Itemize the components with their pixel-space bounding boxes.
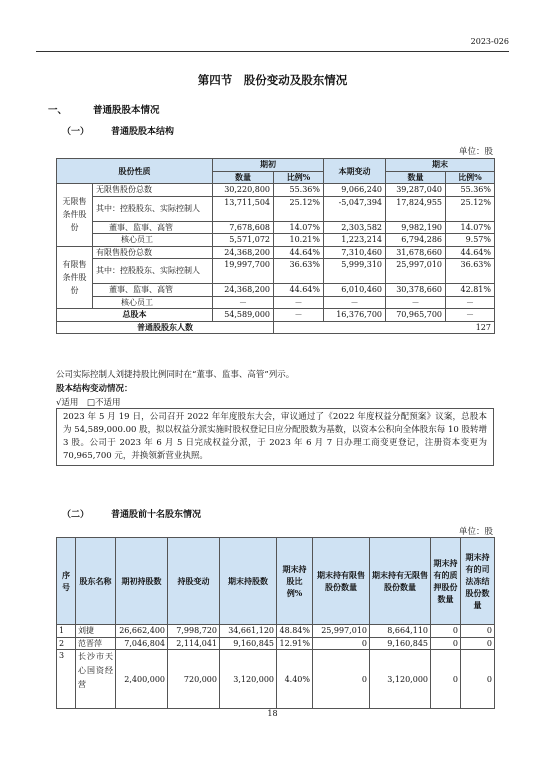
cell-end-pct: 55.36% (446, 184, 495, 197)
cell-begin-qty: 5,571,072 (213, 234, 274, 247)
cell-begin-pct: － (274, 309, 324, 322)
heading-number: （二） (62, 510, 90, 520)
cell-begin-qty: 13,711,504 (213, 196, 274, 221)
cell-pledged: 0 (431, 637, 461, 650)
cell-end-qty: 39,287,040 (386, 184, 446, 197)
cell-change: 2,303,582 (324, 221, 386, 234)
header-end: 期末 (386, 159, 495, 172)
header-begin: 期初 (213, 159, 324, 172)
category-unrestricted: 无限售条件股份 (57, 184, 93, 247)
header-name: 股东名称 (76, 538, 116, 625)
cell-end-qty: 31,678,660 (386, 246, 446, 259)
cell-end: 34,661,120 (220, 625, 277, 638)
cell-seq: 3 (57, 650, 76, 709)
header-change: 本期变动 (324, 159, 386, 184)
cell-frozen: 0 (461, 650, 495, 709)
cell-end-qty: 6,794,286 (386, 234, 446, 247)
cell-pledged: 0 (431, 650, 461, 709)
cell-end-qty: 17,824,955 (386, 196, 446, 221)
row-label: 无限售股份总数 (93, 184, 213, 197)
page-number: 18 (267, 709, 278, 718)
section-title: 第四节 股份变动及股东情况 (197, 73, 348, 87)
cell-end-qty: － (386, 296, 446, 309)
table-row (57, 184, 495, 197)
table-row (57, 296, 495, 309)
change-description: 2023 年 5 月 19 日，公司召开 2022 年年度股东大会，审议通过了《2022 年度权益分配预案》议案，总股本为 54,589,000.00 股，拟以权益分派实施时股权登记日应分配股数为基数，以资本公积向全体股东每 10 股转增 3 股。公司于 2023 年 6 月 5 日完成权益分派，于 2023 年 6 月 7 日办理工商变更登记，注册资本变更为 70,965,700 元，并换领新营业执照。 (56, 408, 494, 466)
cell-restricted: 0 (313, 650, 370, 709)
share-structure-table (56, 158, 495, 334)
total-label: 总股本 (57, 309, 213, 322)
cell-begin-qty: 54,589,000 (213, 309, 274, 322)
cell-frozen: 0 (461, 625, 495, 638)
header-rule (36, 51, 509, 52)
row-label: 其中：控股股东、实际控制人 (93, 259, 213, 284)
cell-holder-name: 长沙市天心国资经营 (76, 650, 116, 709)
unit-label: 单位：股 (458, 147, 493, 157)
row-label: 董事、监事、高管 (93, 221, 213, 234)
cell-end-pct: － (446, 309, 495, 322)
header-unrestricted: 期末持有无限售股份数量 (370, 538, 431, 625)
header-share-nature: 股份性质 (57, 159, 213, 184)
cell-seq: 1 (57, 625, 76, 638)
table-row (57, 625, 495, 638)
cell-seq: 2 (57, 637, 76, 650)
cell-end-pct: 14.07% (446, 221, 495, 234)
row-label: 其中：控股股东、实际控制人 (93, 196, 213, 221)
cell-ratio: 12.91% (277, 637, 313, 650)
table-row (57, 234, 495, 247)
header-begin: 期初持股数 (116, 538, 168, 625)
cell-begin-pct: 10.21% (274, 234, 324, 247)
heading-number: （一） (62, 127, 90, 137)
applicable-checkbox: √适用 □不适用 (56, 398, 121, 408)
cell-begin-qty: 30,220,800 (213, 184, 274, 197)
cell-begin: 7,046,804 (116, 637, 168, 650)
cell-end-pct: 44.64% (446, 246, 495, 259)
change-heading: 股本结构变动情况： (56, 384, 133, 394)
header-change: 持股变动 (168, 538, 220, 625)
cell-restricted: 25,997,010 (313, 625, 370, 638)
cell-end-qty: 9,982,190 (386, 221, 446, 234)
cell-end-qty: 25,997,010 (386, 259, 446, 284)
cell-change: 720,000 (168, 650, 220, 709)
header-end: 期末持股数 (220, 538, 277, 625)
document-code: 2023-026 (470, 37, 509, 46)
heading-text: 普通股前十名股东情况 (111, 510, 202, 520)
row-label: 核心员工 (93, 234, 213, 247)
cell-end-qty: 30,378,660 (386, 284, 446, 297)
cell-begin-qty: － (213, 296, 274, 309)
table-row (57, 650, 495, 709)
header-quantity: 数量 (386, 171, 446, 184)
cell-frozen: 0 (461, 637, 495, 650)
cell-end: 9,160,845 (220, 637, 277, 650)
cell-unrestricted: 3,120,000 (370, 650, 431, 709)
table-row (57, 246, 495, 259)
heading-top-ten-holders (62, 507, 201, 520)
cell-change: 9,066,240 (324, 184, 386, 197)
total-row (57, 309, 495, 322)
unit-label: 单位：股 (458, 527, 493, 537)
cell-ratio: 48.84% (277, 625, 313, 638)
cell-begin-pct: 36.63% (274, 259, 324, 284)
cell-change: 7,998,720 (168, 625, 220, 638)
cell-begin: 26,662,400 (116, 625, 168, 638)
cell-change: 1,223,214 (324, 234, 386, 247)
top-holders-table (56, 537, 495, 709)
cell-change: -5,047,394 (324, 196, 386, 221)
cell-change: 16,376,700 (324, 309, 386, 322)
heading-ordinary-shares (48, 102, 160, 116)
cell-end-pct: 42.81% (446, 284, 495, 297)
cell-end-pct: － (446, 296, 495, 309)
cell-end-pct: 36.63% (446, 259, 495, 284)
cell-begin-pct: 25.12% (274, 196, 324, 221)
row-label: 核心员工 (93, 296, 213, 309)
header-ratio: 比例% (274, 171, 324, 184)
heading-share-structure (62, 124, 174, 137)
category-restricted: 有限售条件股份 (57, 246, 93, 309)
heading-text: 普通股股本结构 (111, 127, 175, 137)
cell-end: 3,120,000 (220, 650, 277, 709)
cell-begin-pct: 55.36% (274, 184, 324, 197)
cell-pledged: 0 (431, 625, 461, 638)
cell-begin-qty: 19,997,700 (213, 259, 274, 284)
cell-begin-qty: 24,368,200 (213, 246, 274, 259)
cell-begin-pct: 14.07% (274, 221, 324, 234)
cell-restricted: 0 (313, 637, 370, 650)
table-row (57, 221, 495, 234)
cell-change: － (324, 296, 386, 309)
heading-number: 一、 (48, 105, 68, 116)
cell-begin: 2,400,000 (116, 650, 168, 709)
table-row (57, 637, 495, 650)
header-frozen: 期末持有的司法冻结股份数量 (461, 538, 495, 625)
holders-label: 普通股股东人数 (57, 321, 274, 334)
cell-change: 6,010,460 (324, 284, 386, 297)
note-text: 公司实际控制人刘捷持股比例同时在“董事、监事、高管”列示。 (56, 370, 295, 380)
header-quantity: 数量 (213, 171, 274, 184)
header-ratio: 比例% (446, 171, 495, 184)
cell-change: 7,310,460 (324, 246, 386, 259)
row-label: 有限售股份总数 (93, 246, 213, 259)
cell-end-pct: 9.57% (446, 234, 495, 247)
cell-holder-name: 刘捷 (76, 625, 116, 638)
cell-ratio: 4.40% (277, 650, 313, 709)
header-restricted: 期末持有限售股份数量 (313, 538, 370, 625)
cell-unrestricted: 9,160,845 (370, 637, 431, 650)
table-row (57, 284, 495, 297)
cell-end-qty: 70,965,700 (386, 309, 446, 322)
cell-begin-pct: 44.64% (274, 284, 324, 297)
cell-holder-name: 范晋萍 (76, 637, 116, 650)
header-pledged: 期末持有的质押股份数量 (431, 538, 461, 625)
holders-value: 127 (274, 321, 495, 334)
cell-change: 2,114,041 (168, 637, 220, 650)
heading-text: 普通股股本情况 (93, 105, 160, 116)
cell-change: 5,999,310 (324, 259, 386, 284)
holders-row (57, 321, 495, 334)
cell-unrestricted: 8,664,110 (370, 625, 431, 638)
cell-begin-pct: － (274, 296, 324, 309)
cell-begin-pct: 44.64% (274, 246, 324, 259)
cell-begin-qty: 7,678,608 (213, 221, 274, 234)
header-ratio: 期末持股比例% (277, 538, 313, 625)
cell-begin-qty: 24,368,200 (213, 284, 274, 297)
row-label: 董事、监事、高管 (93, 284, 213, 297)
header-seq: 序号 (57, 538, 76, 625)
cell-end-pct: 25.12% (446, 196, 495, 221)
